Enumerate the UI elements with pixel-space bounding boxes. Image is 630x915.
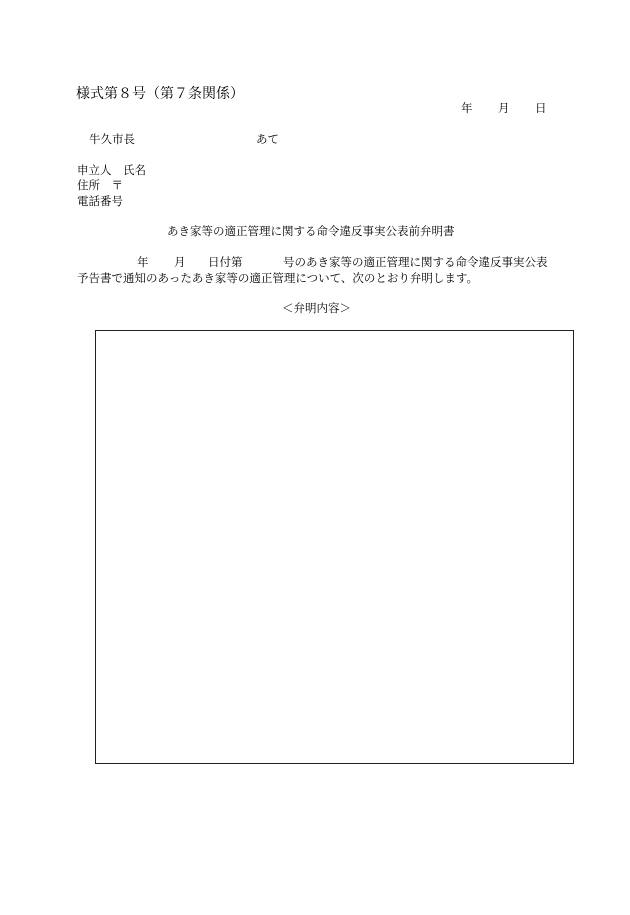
applicant-address-label: 住所 〒: [77, 178, 123, 192]
body-line2: 予告書で通知のあったあき家等の適正管理について、次のとおり弁明します。: [77, 271, 479, 285]
body-date-label: 日付第: [208, 255, 243, 269]
form-number: 様式第８号（第７条関係）: [76, 86, 244, 102]
date-month: 月: [498, 101, 510, 115]
body-year: 年: [137, 255, 149, 269]
applicant-phone-label: 電話番号: [77, 194, 123, 208]
date-year: 年: [461, 101, 473, 115]
date-day: 日: [535, 101, 547, 115]
addressee-name: 牛久市長: [89, 132, 135, 146]
addressee-suffix: あて: [256, 132, 279, 146]
applicant-name-label: 申立人 氏名: [77, 163, 146, 177]
body-month: 月: [174, 255, 186, 269]
document-title: あき家等の適正管理に関する命令違反事実公表前弁明書: [167, 224, 455, 238]
section-heading: ＜弁明内容＞: [282, 301, 351, 315]
body-line1-rest: 号のあき家等の適正管理に関する命令違反事実公表: [283, 255, 548, 269]
statement-content-box[interactable]: [95, 330, 574, 764]
